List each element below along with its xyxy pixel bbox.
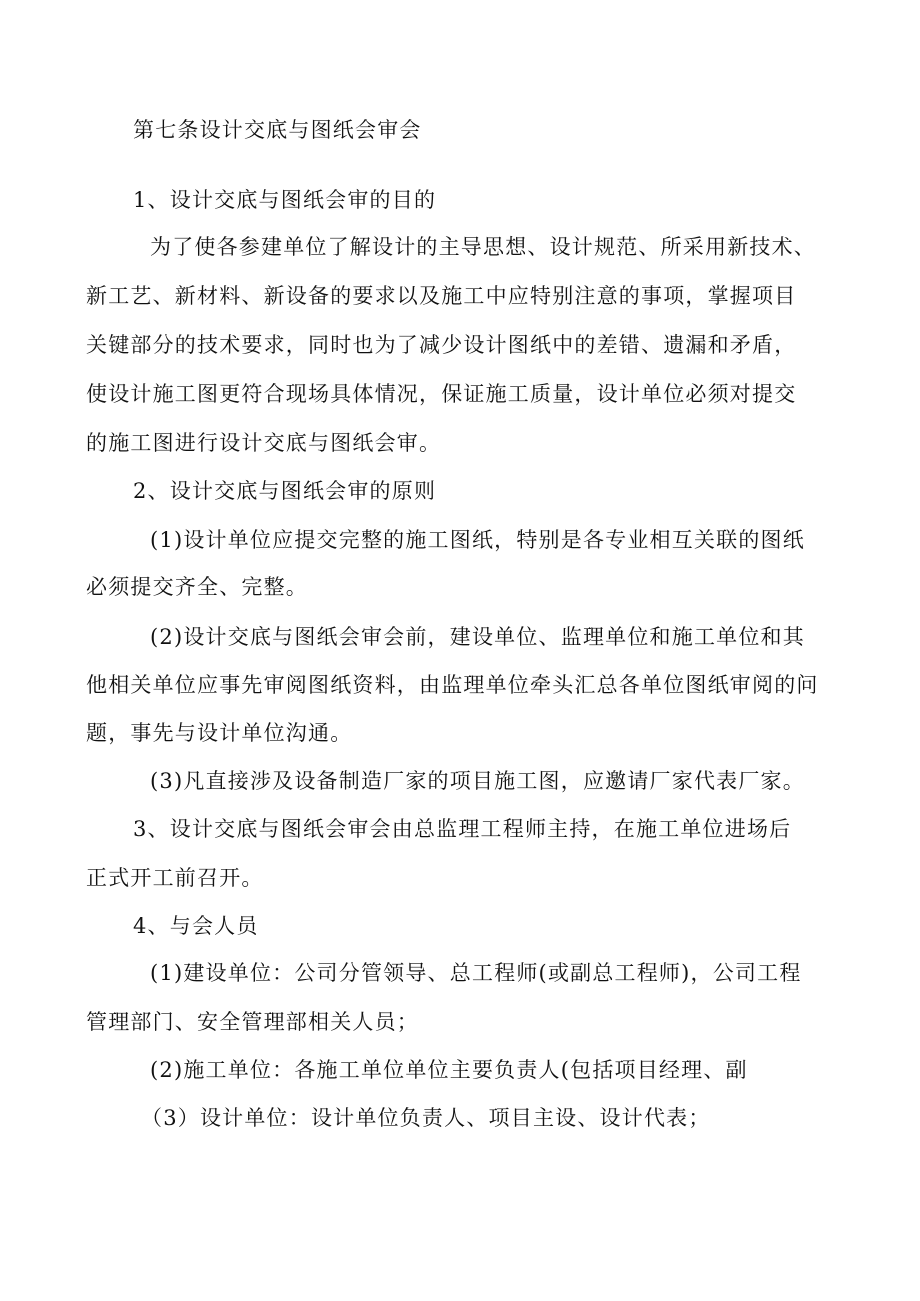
article-title: 第七条设计交底与图纸会审会 (133, 118, 422, 142)
section-2-item-2-line: (2)设计交底与图纸会审会前，建设单位、监理单位和施工单位和其 (150, 625, 805, 649)
section-2-item-1-line: (1)设计单位应提交完整的施工图纸，特别是各专业相互关联的图纸 (150, 528, 805, 552)
section-1-paragraph-line: 新工艺、新材料、新设备的要求以及施工中应特别注意的事项，掌握项目 (86, 284, 797, 308)
section-2-item-2-line: 他相关单位应事先审阅图纸资料，由监理单位牵头汇总各单位图纸审阅的问 (86, 673, 819, 697)
section-4-item-1-line: 管理部门、安全管理部相关人员； (86, 1010, 419, 1034)
section-3-line: 正式开工前召开。 (86, 866, 264, 890)
section-4-item-1-line: (1)建设单位：公司分管领导、总工程师(或副总工程师)，公司工程 (150, 961, 802, 985)
section-1-paragraph-line: 使设计施工图更符合现场具体情况，保证施工质量，设计单位必须对提交 (86, 382, 797, 406)
section-3-line: 3、设计交底与图纸会审会由总监理工程师主持，在施工单位进场后 (133, 817, 792, 841)
section-4-item-2: (2)施工单位：各施工单位单位主要负责人(包括项目经理、副 (150, 1058, 748, 1082)
section-1-paragraph-line: 为了使各参建单位了解设计的主导思想、设计规范、所采用新技术、 (150, 235, 816, 259)
section-4-heading: 4、与会人员 (133, 914, 259, 938)
section-1-heading: 1、设计交底与图纸会审的目的 (133, 188, 437, 212)
section-2-item-1-line: 必须提交齐全、完整。 (86, 575, 308, 599)
section-2-heading: 2、设计交底与图纸会审的原则 (133, 479, 437, 503)
section-1-paragraph-line: 的施工图进行设计交底与图纸会审。 (86, 431, 442, 455)
section-2-item-2-line: 题，事先与设计单位沟通。 (86, 721, 353, 745)
section-2-item-3: (3)凡直接涉及设备制造厂家的项目施工图，应邀请厂家代表厂家。 (150, 769, 805, 793)
section-4-item-3: （3）设计单位：设计单位负责人、项目主设、设计代表； (141, 1106, 711, 1130)
section-1-paragraph-line: 关键部分的技术要求，同时也为了减少设计图纸中的差错、遗漏和矛盾， (86, 333, 797, 357)
